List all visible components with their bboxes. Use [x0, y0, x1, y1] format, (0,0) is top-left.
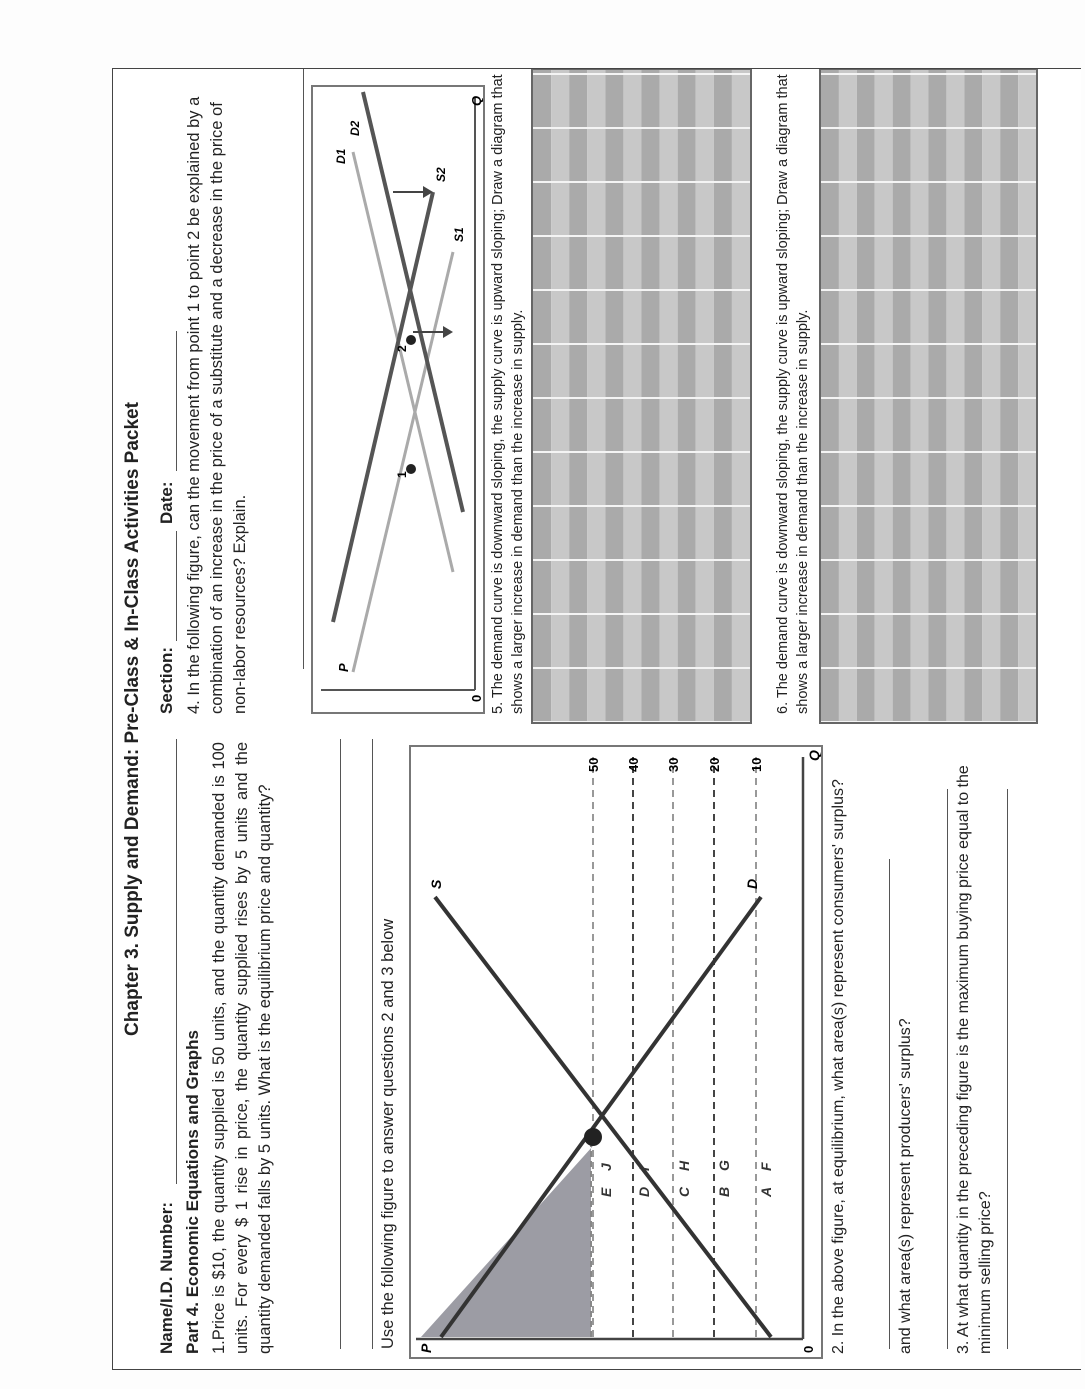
answer-line-3[interactable]: [1007, 789, 1008, 1349]
demand-curve-d1: [353, 152, 453, 572]
question-4: 4. In the following figure, can the movement from point 1 to point 2 be explained by a combination of an increase in the price of a substitute and a decrease in the price of non-labor resources? Explain.: [185, 96, 249, 714]
demand-curve-d2: [363, 92, 463, 512]
grid-row: [605, 70, 623, 722]
grid-row: [551, 70, 569, 722]
figure1-frame: [409, 745, 823, 1359]
x-tick-20: 20: [707, 757, 722, 772]
x-tick-50: 50: [586, 757, 601, 772]
figure1-origin: 0: [801, 1345, 816, 1353]
grid-row: [982, 70, 1000, 722]
grid-row: [714, 70, 732, 722]
answer-line-2a[interactable]: [889, 859, 890, 1349]
grid-row: [642, 70, 660, 722]
s1-label: S1: [452, 227, 466, 242]
answer-line-1a[interactable]: [340, 739, 341, 1349]
grid-row: [569, 70, 587, 722]
d1-label: D1: [334, 148, 348, 164]
figure1-q-label: Q: [806, 750, 821, 761]
figure2-origin: 0: [469, 694, 483, 702]
section-field-line[interactable]: [176, 531, 177, 641]
grid-row: [587, 70, 605, 722]
grid-row: [1000, 70, 1018, 722]
grid-row: [623, 70, 641, 722]
grid-row: [696, 70, 714, 722]
figure1-graph: [411, 747, 821, 1357]
figure2-p-label: P: [336, 663, 351, 672]
area-letter-F: F: [758, 1162, 774, 1171]
area-letters: [598, 1160, 774, 1198]
question-6: 6. The demand curve is downward sloping, the supply curve is upward sloping; Draw a diagram that shows a larger increase in demand than the increase in supply.: [775, 74, 811, 714]
equilibrium-point: [584, 1128, 602, 1146]
area-letter-D: D: [636, 1186, 652, 1197]
date-label: Date:: [157, 481, 176, 524]
area-letter-B: B: [716, 1186, 732, 1197]
figure2-graph: [313, 87, 483, 712]
grid-row: [660, 70, 678, 722]
x-tick-30: 30: [666, 757, 681, 772]
section-label: Section:: [157, 646, 176, 714]
grid-row: [1018, 70, 1036, 722]
area-letter-H: H: [676, 1160, 692, 1171]
d2-label: D2: [348, 120, 362, 136]
rotated-landscape-content: [113, 69, 1081, 1369]
area-letter-C: C: [676, 1186, 692, 1197]
answer-line-4a[interactable]: [303, 69, 304, 669]
question-5: 5. The demand curve is downward sloping, the supply curve is upward sloping; Draw a diagram that shows a larger increase in demand than the increase in supply.: [490, 74, 526, 714]
quantity-dashed-lines: [593, 757, 756, 1337]
grid-row: [678, 70, 696, 722]
grid-row: [875, 70, 893, 722]
question-1: 1.Price is $10, the quantity supplied is 50 units, and the quantity demanded is 100 units. For every $ 1 rise in price, the quantity supplied rises by 5 units and the quantity demanded falls by 5 units. What is the equilibrium price and quantity?: [210, 742, 274, 1354]
grid-row: [857, 70, 875, 722]
answer-line-2b[interactable]: [947, 789, 948, 1349]
grid-row: [533, 70, 551, 722]
area-letter-G: G: [716, 1160, 732, 1171]
supply-curve-s2: [333, 192, 433, 622]
figure1-supply-label: S: [428, 879, 444, 889]
figure1-p-label: P: [418, 1343, 434, 1353]
consumer-surplus-shade: [421, 1137, 601, 1337]
worksheet-page: [112, 68, 1081, 1370]
point-2-marker: [406, 335, 416, 345]
grid-6-svg: [821, 70, 1036, 722]
figure1-demand-label: D: [744, 878, 760, 889]
grid-row: [946, 70, 964, 722]
figure1-intro: Use the following figure to answer questions 2 and 3 below: [379, 918, 397, 1349]
date-field-line[interactable]: [176, 331, 177, 471]
point-2-label: 2: [395, 345, 409, 352]
part4-heading: Part 4. Economic Equations and Graphs: [183, 1029, 202, 1354]
grid-row: [964, 70, 982, 722]
s2-label: S2: [434, 167, 448, 182]
area-letter-E: E: [598, 1187, 614, 1197]
grid-row: [839, 70, 857, 722]
grid-row: [911, 70, 929, 722]
figure2-frame: [311, 85, 485, 714]
point-1-label: 1: [395, 471, 409, 478]
question-2: 2. In the above figure, at equilibrium, what area(s) represent consumers' surplus?: [830, 779, 847, 1354]
grid-row: [929, 70, 947, 722]
question-6-drawing-grid[interactable]: [819, 68, 1038, 724]
grid-row: [732, 70, 750, 722]
x-tick-40: 40: [626, 757, 641, 772]
name-field-line[interactable]: [176, 739, 177, 1184]
x-tick-labels: [586, 758, 764, 772]
grid-row: [821, 70, 839, 722]
shift-arrowhead-1: [443, 326, 453, 338]
area-letter-I: I: [636, 1167, 652, 1171]
figure2-q-label: Q: [469, 95, 483, 106]
x-tick-10: 10: [749, 757, 764, 772]
answer-line-1b[interactable]: [372, 739, 373, 1349]
chapter-title: Chapter 3. Supply and Demand: Pre-Class & In-Class Activities Packet: [122, 402, 143, 1036]
area-letter-A: A: [758, 1186, 774, 1197]
question-2-followup: and what area(s) represent producers' surplus?: [897, 1018, 914, 1354]
question-5-drawing-grid[interactable]: [531, 68, 752, 724]
question-3: 3. At what quantity in the preceding figure is the maximum buying price equal to the minimum selling price?: [955, 765, 994, 1354]
grid-row: [893, 70, 911, 722]
area-letter-J: J: [598, 1163, 614, 1171]
name-label: Name/I.D. Number:: [157, 1201, 176, 1354]
grid-5-svg: [533, 70, 750, 722]
